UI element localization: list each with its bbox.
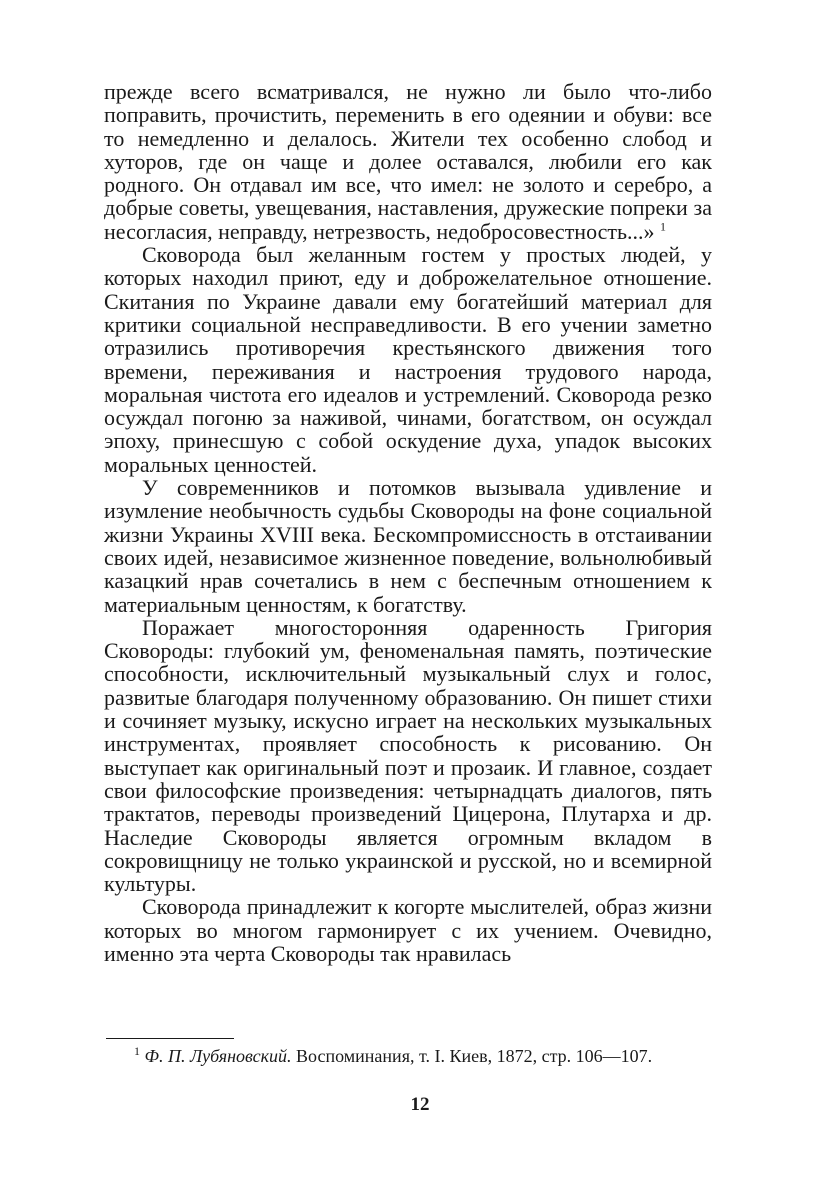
- footnote-reference: 1: [660, 219, 667, 234]
- paragraph: У современников и потомков вызывала удивление и изумление необычность судьбы Сковороды на фоне социальной жизни Украины XVIII века. Бескомпромиссность в отстаивании своих идей, независимое жизненное поведение, вольнолюбивый казацкий нрав сочетались в нем с беспечным отношением к материальным ценностям, к богатству.: [104, 475, 712, 617]
- page-number: 12: [410, 1094, 430, 1115]
- footnote-author: Ф. П. Лубяновский.: [144, 1046, 292, 1066]
- paragraph: Сковорода был желанным гостем у простых людей, у которых находил приют, еду и доброжелательное отношение. Скитания по Украине давали ему богатейший материал для критики социальной несправедливости. В его учении заметно отразились противоречия крестьянского движения того времени, переживания и настроения трудового народа, моральная чистота его идеалов и устремлений. Сковорода резко осуждал погоню за наживой, чинами, богатством, он осуждал эпоху, принесшую с собой оскудение духа, упадок высоких моральных ценностей.: [104, 242, 712, 477]
- footnote-divider: [106, 1038, 234, 1039]
- main-text: [104, 80, 712, 965]
- footnote-text: Воспоминания, т. I. Киев, 1872, стр. 106—107.: [296, 1046, 653, 1066]
- paragraph-continued: [104, 80, 712, 243]
- paragraph-text: прежде всего всматривался, не нужно ли было что-либо поправить, прочистить, переменить в его одеянии и обуви: все то немедленно и делалось. Жители тех особенно слобод и хуторов, где он чаще и долее оставался, любили его как родного. Он отдавал им все, что имел: не золото и серебро, а добрые советы, увещевания, наставления, дружеские попреки за несогласия, неправду, нетрезвость, недобросовестность...»: [104, 79, 712, 244]
- footnote-marker: 1: [134, 1044, 140, 1058]
- paragraph: Сковорода принадлежит к когорте мыслителей, образ жизни которых во многом гармонирует с их учением. Очевидно, именно эта черта Сковороды так нравилась: [104, 894, 712, 966]
- footnotes: [104, 1045, 712, 1067]
- footnote: [104, 1045, 712, 1067]
- paragraph: Поражает многосторонняя одаренность Григория Сковороды: глубокий ум, феноменальная память, поэтические способности, исключительный музыкальный слух и голос, развитые благодаря полученному образованию. Он пишет стихи и сочиняет музыку, искусно играет на нескольких музыкальных инструментах, проявляет способность к рисованию. Он выступает как оригинальный поэт и прозаик. И главное, создает свои философские произведения: четырнадцать диалогов, пять трактатов, переводы произведений Цицерона, Плутарха и др. Наследие Сковороды является огромным вкладом в сокровищницу не только украинской и русской, но и всемирной культуры.: [104, 614, 712, 897]
